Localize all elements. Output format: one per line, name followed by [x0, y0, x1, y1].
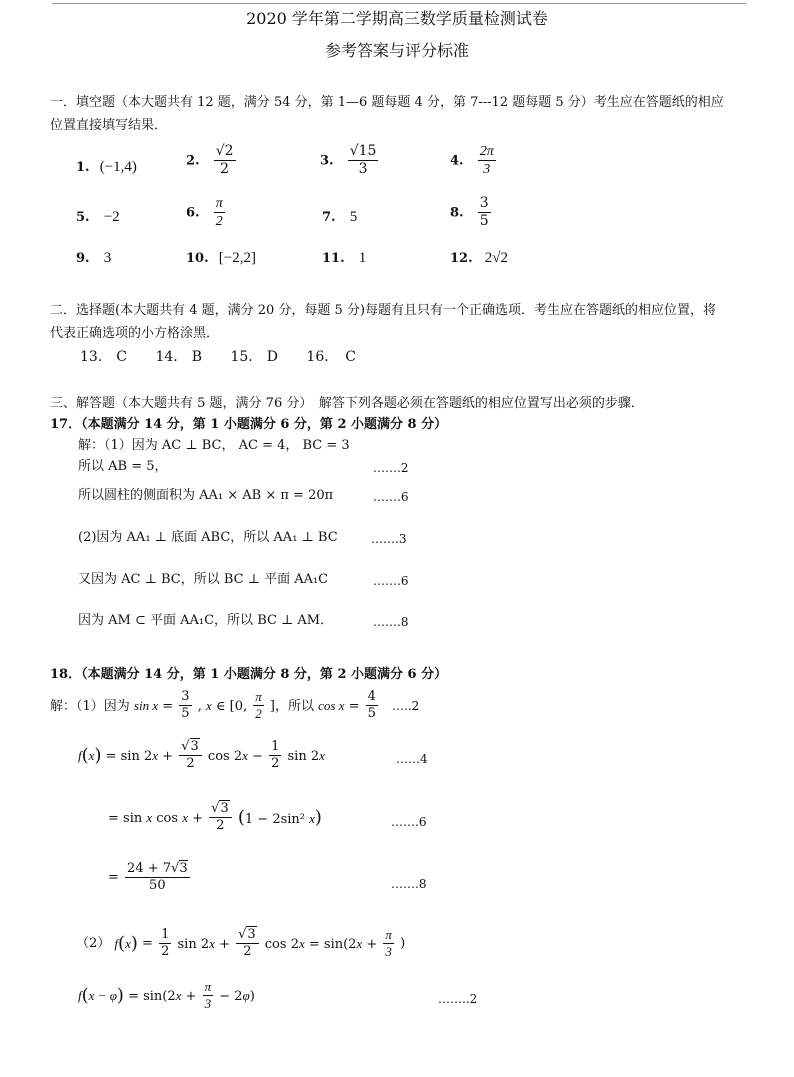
score-mark: ……..2 — [438, 992, 478, 1006]
answer-value: (−1,4) — [99, 159, 137, 175]
choice-answer: 16． C — [306, 349, 356, 365]
answer-label: 7. — [322, 210, 336, 225]
page-title: 2020 学年第二学期高三数学质量检测试卷 — [246, 9, 548, 28]
answer-item — [322, 249, 366, 267]
q18-step-2: f(x) = sin 2x + $\frac{√3}{2}$ cos 2x − $\frac{1}{2}$ sin 2x — [78, 739, 325, 772]
answer-fraction: $\frac{2\pi}{3}$ — [479, 144, 494, 178]
choice-answer: 13. C — [80, 349, 127, 365]
answer-item — [322, 208, 357, 226]
q18-heading: 18．（本题满分 14 分，第 1 小题满分 8 分，第 2 小题满分 6 分） — [50, 667, 448, 682]
answer-label: 2. — [186, 153, 200, 169]
answer-item — [320, 144, 380, 178]
top-rule — [52, 3, 746, 4]
answer-item — [450, 144, 498, 178]
section3-heading: 三、解答题（本大题共有 5 题，满分 76 分） 解答下列各题必须在答题纸的相应位置写出必须的步骤． — [50, 396, 644, 411]
answer-fraction: $\frac{√15}{3}$ — [349, 143, 377, 178]
answer-item — [186, 196, 227, 230]
answer-value: 1 — [358, 250, 367, 266]
q17-line: (2)因为 AA₁ ⊥ 底面 ABC，所以 AA₁ ⊥ BC — [78, 530, 338, 545]
score-mark: …..2 — [392, 699, 420, 713]
answer-item — [450, 196, 493, 230]
page-subtitle: 参考答案与评分标准 — [324, 41, 469, 60]
section1-heading-line1: 一．填空题（本大题共有 12 题，满分 54 分，第 1—6 题每题 4 分，第 7---12 题每题 5 分）考生应在答题纸的相应 — [50, 95, 724, 110]
section2-heading-line1: 二．选择题(本大题共有 4 题，满分 20 分，每题 5 分)每题有且只有一个正确选项．考生应在答题纸的相应位置，将 — [50, 303, 717, 318]
answer-fraction: $\frac{\pi}{2}$ — [215, 196, 223, 230]
answer-label: 6. — [186, 205, 200, 221]
q17-line: 所以 AB = 5， — [78, 459, 168, 474]
q17-line: 解：（1）因为 AC ⊥ BC， AC = 4， BC = 3 — [78, 438, 350, 453]
answer-value: −2 — [103, 209, 120, 225]
answer-fraction: $\frac{3}{5}$ — [479, 195, 489, 230]
q18-step-6: f(x − φ) = sin(2x + $\frac{\pi}{3}$ − 2φ) — [78, 979, 255, 1012]
choice-answer: 15. D — [230, 349, 278, 365]
answer-item — [186, 144, 238, 178]
score-mark: …….3 — [371, 532, 407, 546]
section2-heading-line2: 代表正确选项的小方格涂黑． — [50, 326, 220, 341]
answer-label: 8. — [450, 205, 464, 221]
q17-line: 所以圆柱的侧面积为 AA₁ × AB × π = 20π — [78, 488, 334, 503]
answer-label: 5. — [76, 210, 90, 225]
answer-label: 4. — [450, 153, 464, 169]
score-mark: ……4 — [396, 752, 428, 766]
score-mark: …….8 — [391, 877, 427, 891]
q18-step-5: （2） f(x) = $\frac{1}{2}$ sin 2x + $\frac{√3}{2}$ cos 2x = sin(2x + $\frac{\pi}{3}$ ) — [76, 927, 406, 960]
q17-line: 因为 AM ⊂ 平面 AA₁C，所以 BC ⊥ AM． — [78, 613, 334, 628]
score-mark: …….8 — [373, 615, 409, 629]
answer-value: 2√2 — [484, 250, 508, 266]
answer-item — [76, 158, 137, 176]
answer-item — [76, 208, 120, 226]
answer-label: 12. — [450, 251, 473, 266]
q17-heading: 17．（本题满分 14 分，第 1 小题满分 6 分，第 2 小题满分 8 分） — [50, 417, 448, 432]
q18-step-3: = sin x cos x + $\frac{√3}{2}$ (1 − 2sin² x) — [108, 801, 322, 834]
score-mark: …….6 — [391, 815, 427, 829]
q17-line: 又因为 AC ⊥ BC，所以 BC ⊥ 平面 AA₁C — [78, 572, 329, 587]
answer-item — [186, 249, 256, 267]
answer-value: [−2,2] — [218, 250, 256, 266]
answer-value: 3 — [103, 250, 112, 266]
answer-label: 1. — [76, 160, 90, 175]
choice-answer: 14. B — [155, 349, 202, 365]
answer-value: 5 — [349, 209, 358, 225]
answer-label: 3. — [320, 153, 334, 169]
q18-step-1: 解：（1）因为 sin x = $\frac{3}{5}$ , x ∈ [0, $\frac{\pi}{2}$ ]，所以 cos x = $\frac{4}{5}$ — [50, 689, 376, 722]
q18-step-4: = $\frac{24 + 7√3}{50}$ — [108, 861, 188, 894]
answer-label: 11. — [322, 251, 345, 266]
answer-item — [450, 249, 508, 267]
answer-label: 10. — [186, 251, 209, 266]
answer-item — [76, 249, 111, 267]
score-mark: …….2 — [373, 461, 409, 475]
answer-fraction: $\frac{√2}{2}$ — [215, 143, 234, 178]
section1-heading-line2: 位置直接填写结果． — [50, 118, 168, 133]
answer-label: 9. — [76, 251, 90, 266]
choice-answers — [80, 349, 356, 366]
score-mark: …….6 — [373, 490, 409, 504]
score-mark: …….6 — [373, 574, 409, 588]
